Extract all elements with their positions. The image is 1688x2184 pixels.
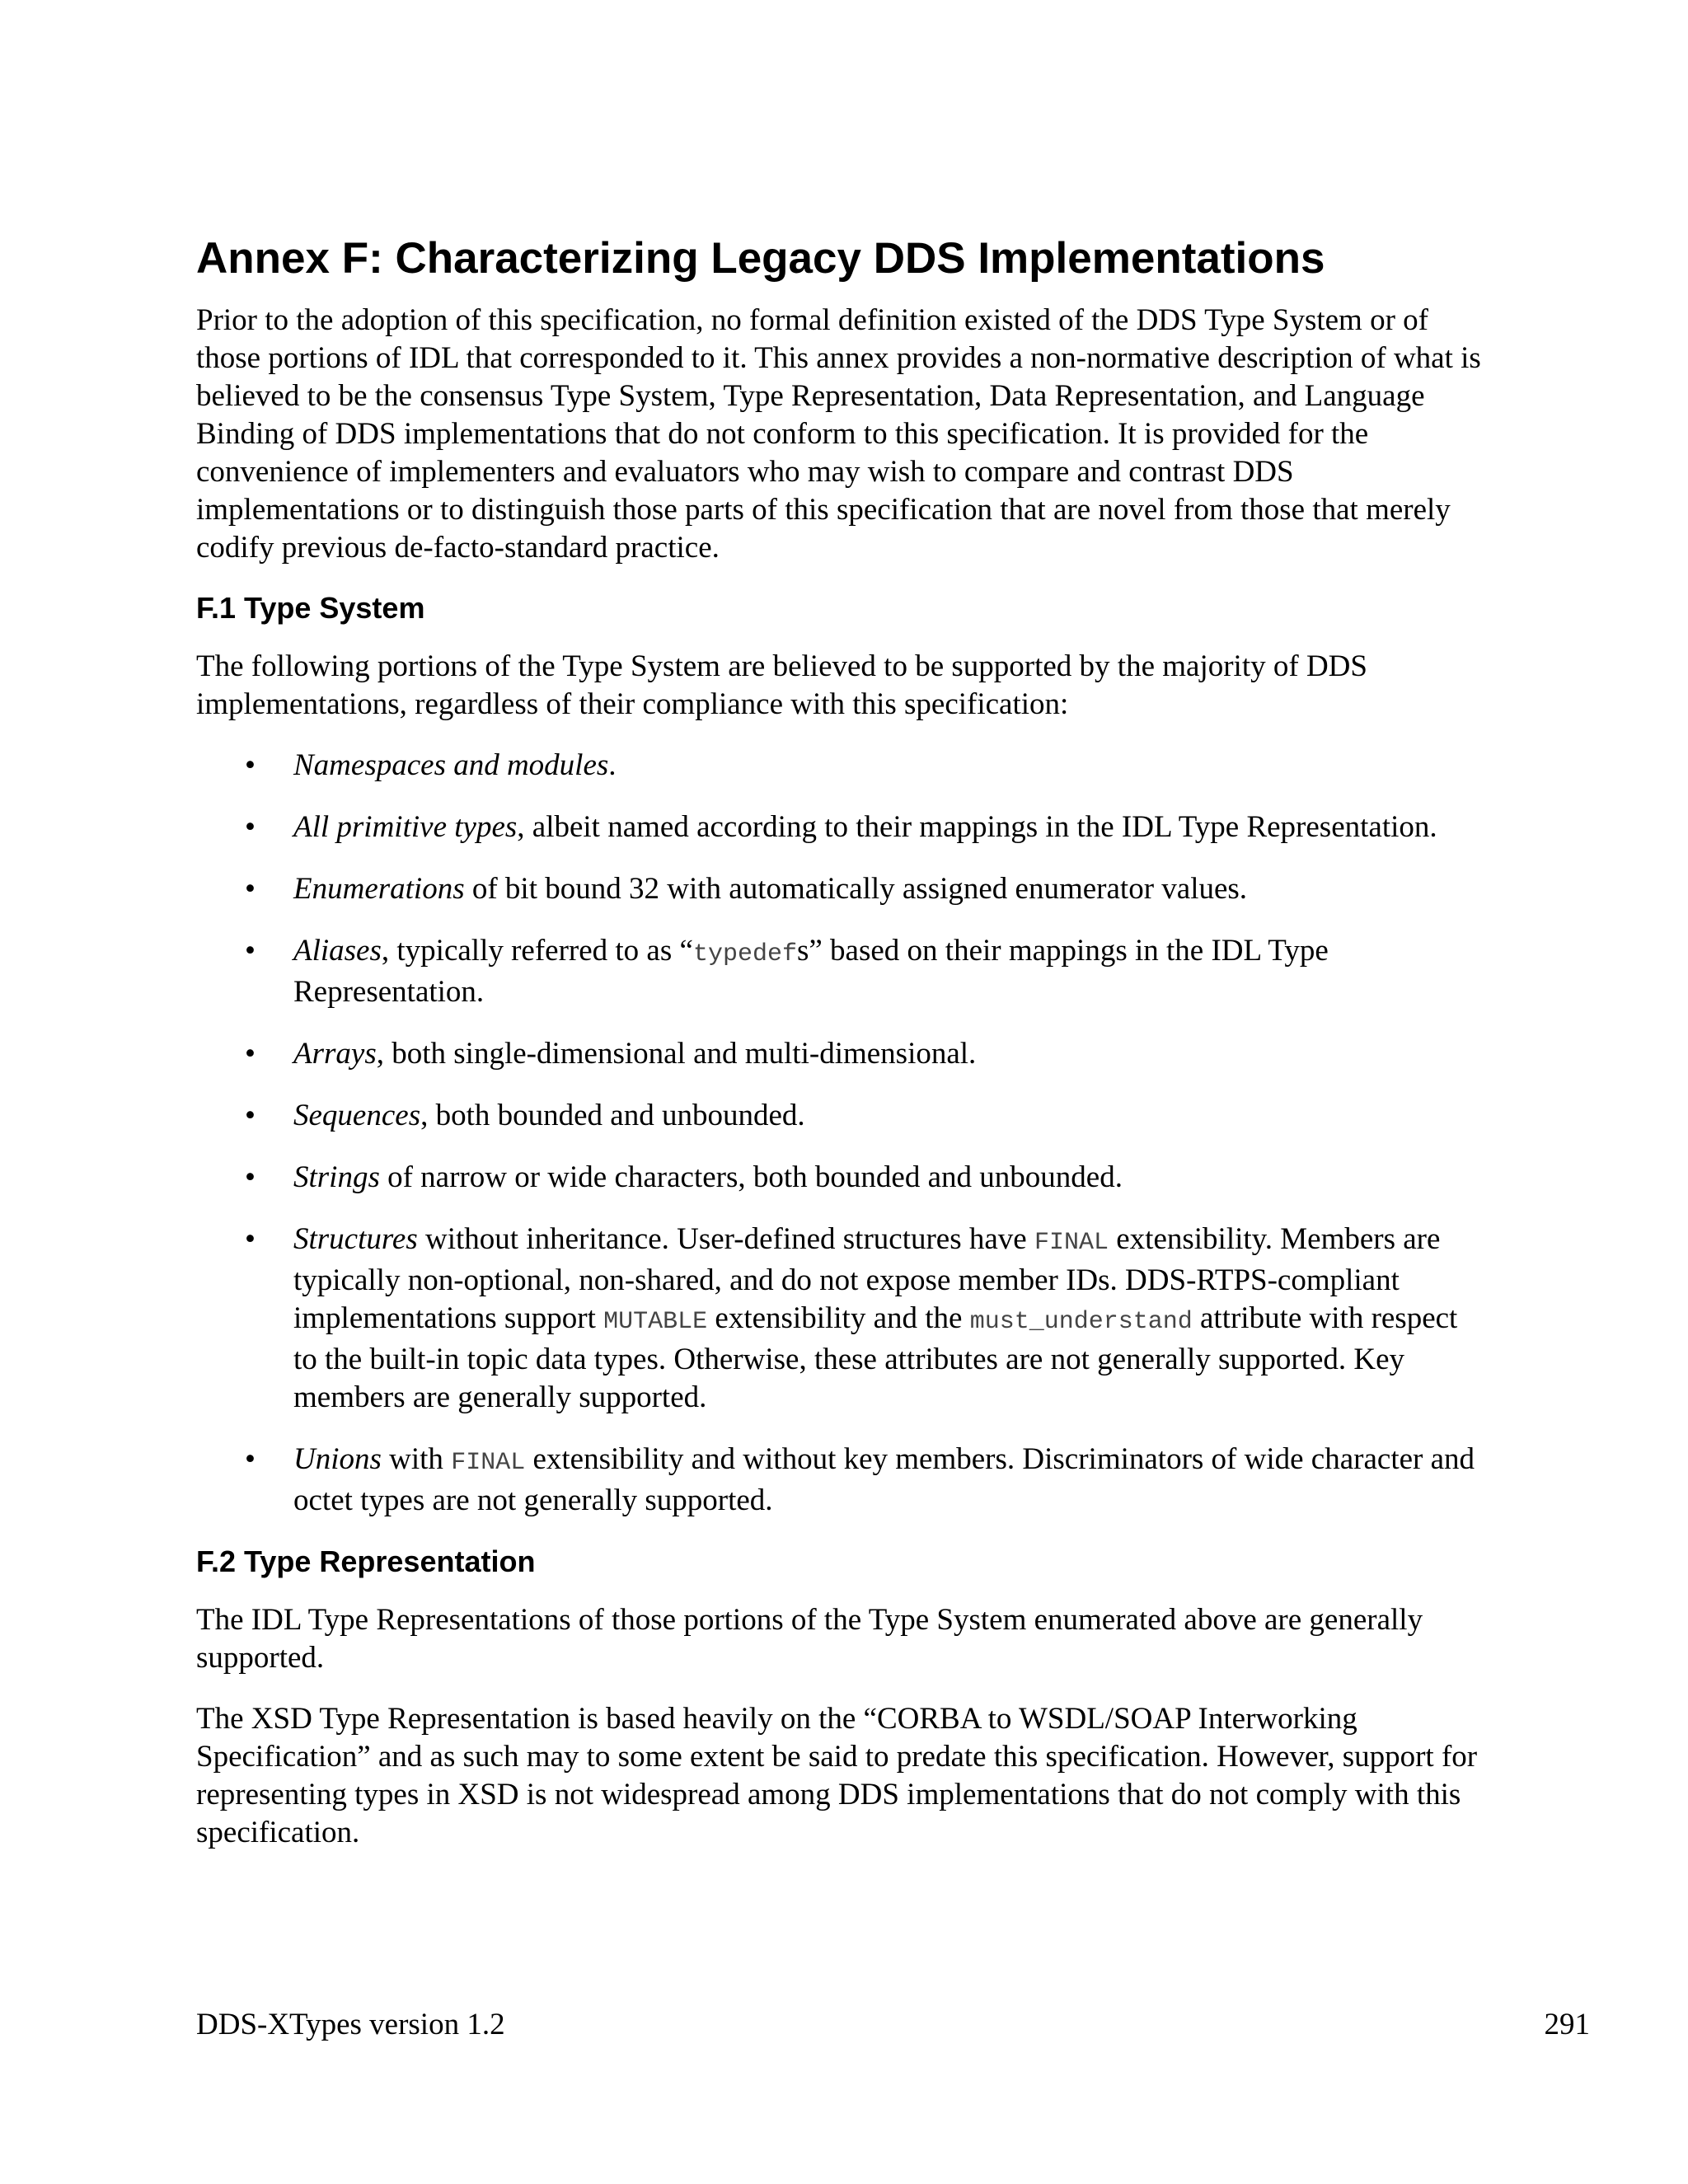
item-text: , both single-dimensional and multi-dimensional. bbox=[376, 1037, 977, 1071]
item-term: Aliases bbox=[293, 934, 382, 968]
bullet: • bbox=[245, 934, 256, 968]
list-item bbox=[196, 747, 1482, 785]
item-term: Namespaces and modules bbox=[293, 748, 609, 782]
item-text: extensibility. Members are typically non-optional, non-shared, and do not expose member IDs. DDS-RTPS-compliant implementations support bbox=[293, 1222, 1441, 1335]
item-text: , both bounded and unbounded. bbox=[420, 1099, 805, 1132]
bullet: • bbox=[245, 1037, 256, 1071]
bullet: • bbox=[245, 748, 256, 782]
item-term: Strings bbox=[293, 1160, 380, 1194]
list-item bbox=[196, 1159, 1482, 1197]
item-text: extensibility and the bbox=[707, 1301, 970, 1335]
bullet: • bbox=[245, 872, 256, 906]
footer-page-number: 291 bbox=[1544, 2008, 1590, 2041]
bullet: • bbox=[245, 1442, 256, 1476]
list-item bbox=[196, 1441, 1482, 1520]
type-system-list bbox=[196, 747, 1482, 1520]
type-representation-paragraph: The XSD Type Representation is based heavily on the “CORBA to WSDL/SOAP Interworking Specification” and as such may to some extent be said to predate this specification. However, support for representing types in XSD is not widespread among DDS implementations that do not comply with this specification. bbox=[196, 1702, 1478, 1849]
bullet: • bbox=[245, 1099, 256, 1132]
intro-paragraph: Prior to the adoption of this specification, no formal definition existed of the DDS Type System or of those portions of IDL that corresponded to it. This annex provides a non-normative description of what is believed to be the consensus Type System, Type Representation, Data Representation, and Language Binding of DDS implementations that do not conform to this specification. It is provided for the convenience of implementers and evaluators who may wish to compare and contrast DDS implementations or to distinguish those parts of this specification that are novel from those that merely codify previous de-facto-standard practice. bbox=[196, 303, 1481, 565]
item-term: Arrays bbox=[293, 1037, 377, 1071]
code-text: FINAL bbox=[1034, 1229, 1109, 1257]
item-term: All primitive types bbox=[293, 810, 518, 844]
item-term: Enumerations bbox=[293, 872, 465, 906]
item-text: , albeit named according to their mappings in the IDL Type Representation. bbox=[517, 810, 1437, 844]
list-item bbox=[196, 808, 1482, 846]
bullet: • bbox=[245, 810, 256, 844]
list-item bbox=[196, 1097, 1482, 1135]
item-text: extensibility and without key members. Discriminators of wide character and octet types are not generally supported. bbox=[293, 1442, 1475, 1517]
item-text: , typically referred to as “ bbox=[381, 934, 693, 968]
code-text: MUTABLE bbox=[603, 1308, 708, 1336]
item-term: Unions bbox=[293, 1442, 382, 1476]
item-text: with bbox=[381, 1442, 452, 1476]
footer-document-version: DDS-XTypes version 1.2 bbox=[196, 2008, 505, 2041]
list-item bbox=[196, 932, 1482, 1011]
type-system-intro: The following portions of the Type System are believed to be supported by the majority of DDS implementations, regardless of their compliance with this specification: bbox=[196, 649, 1367, 721]
bullet: • bbox=[245, 1160, 256, 1194]
annex-title: Annex F: Characterizing Legacy DDS Implementations bbox=[196, 234, 1325, 283]
item-text: without inheritance. User-defined structures have bbox=[417, 1222, 1034, 1256]
item-term: Sequences bbox=[293, 1099, 421, 1132]
code-text: typedef bbox=[692, 940, 797, 968]
document-body bbox=[196, 232, 1482, 1875]
list-item bbox=[196, 1035, 1482, 1073]
list-item bbox=[196, 870, 1482, 908]
item-term: Structures bbox=[293, 1222, 418, 1256]
section-heading-type-system: F.1 Type System bbox=[196, 591, 425, 625]
code-text: must_understand bbox=[969, 1308, 1193, 1336]
item-text: of narrow or wide characters, both bounded and unbounded. bbox=[379, 1160, 1123, 1194]
item-text: of bit bound 32 with automatically assigned enumerator values. bbox=[464, 872, 1248, 906]
type-representation-paragraph: The IDL Type Representations of those portions of the Type System enumerated above are generally supported. bbox=[196, 1603, 1423, 1675]
bullet: • bbox=[245, 1222, 256, 1256]
code-text: FINAL bbox=[451, 1449, 526, 1477]
section-heading-type-representation: F.2 Type Representation bbox=[196, 1544, 536, 1578]
item-text: attribute with respect to the built-in topic data types. Otherwise, these attributes are not generally supported. Key members are generally supported. bbox=[293, 1301, 1458, 1414]
item-text: s” based on their mappings in the IDL Type Representation. bbox=[293, 934, 1329, 1009]
item-text: . bbox=[608, 748, 617, 782]
list-item bbox=[196, 1221, 1482, 1417]
